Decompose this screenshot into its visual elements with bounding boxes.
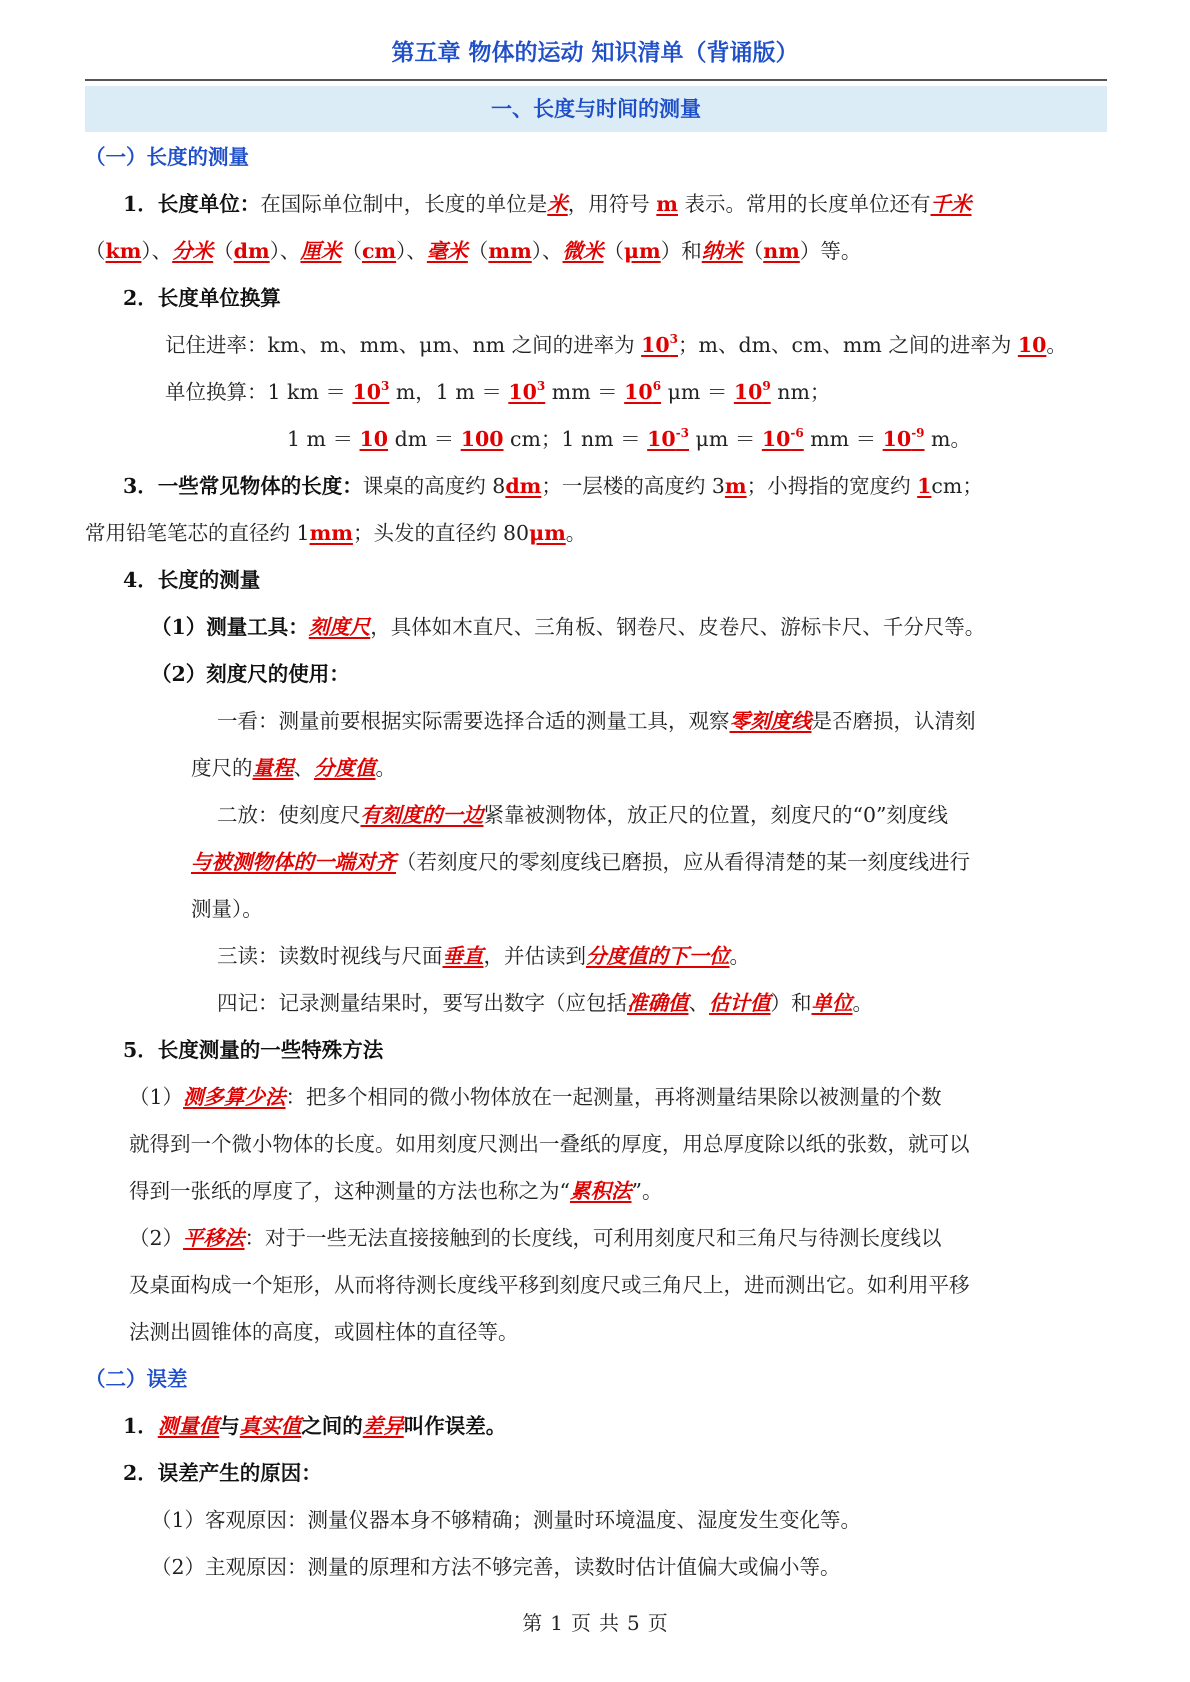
paragraph-common-lengths (85, 463, 1107, 510)
text: 。 (729, 944, 750, 968)
text: 。 (1046, 333, 1067, 357)
text: 。 (375, 756, 396, 780)
value: 10 (761, 427, 791, 451)
text: （ (213, 239, 234, 263)
footer-word: 共 (599, 1611, 619, 1635)
value: 10 (647, 427, 676, 451)
text: （ (742, 239, 764, 263)
paragraph-common-lengths-cont (85, 510, 1107, 557)
measuring-tool-line (85, 604, 1107, 651)
key-term: 10 (359, 427, 389, 451)
text: （1） (129, 1085, 184, 1109)
key-term: 分米 (172, 239, 214, 263)
key-term: 平移法 (183, 1226, 245, 1250)
key-term: 累积法 (569, 1179, 632, 1203)
text: ；头发的直径约 80 (352, 521, 530, 545)
paragraph-length-units-cont (85, 228, 1107, 275)
text: ）、 (141, 239, 173, 263)
key-term: 刻度尺 (308, 615, 371, 639)
exponent: 3 (380, 379, 390, 393)
item-special-methods: 5．长度测量的一些特殊方法 (123, 1038, 384, 1062)
key-term: 真实值 (239, 1414, 302, 1438)
step-look (85, 698, 1107, 745)
key-term (641, 333, 678, 357)
text: （ (341, 239, 362, 263)
paragraph-length-units (85, 181, 1107, 228)
conversion-line-1 (85, 369, 1107, 416)
key-term (352, 380, 389, 404)
key-term: nm (763, 239, 800, 263)
text: （ (85, 239, 106, 263)
text: 课桌的高度约 8 (362, 474, 506, 498)
value: 10 (733, 380, 763, 404)
key-term: 1 (917, 474, 932, 498)
key-term: 10 (1017, 333, 1047, 357)
cause-subjective: （2）主观原因：测量的原理和方法不够完善，读数时估计值偏大或偏小等。 (151, 1555, 841, 1579)
text: 与 (219, 1414, 240, 1438)
value: 10 (352, 380, 381, 404)
value: 10 (882, 427, 912, 451)
key-term: 有刻度的一边 (360, 803, 484, 827)
footer-word: 页 (647, 1611, 668, 1635)
value: 10 (624, 380, 653, 404)
text: ）、 (396, 239, 427, 263)
text: ：把多个相同的微小物体放在一起测量，再将测量结果除以被测量的个数 (285, 1085, 942, 1109)
item-label: （1）测量工具： (151, 615, 309, 639)
section-heading: 一、长度与时间的测量 (85, 86, 1107, 132)
item-error-causes: 2．误差产生的原因： (123, 1461, 322, 1485)
text: 是否磨损，认清刻 (811, 709, 976, 733)
page-footer (0, 1607, 1190, 1636)
text: 度尺的 (191, 756, 253, 780)
key-term: 与被测物体的一端对齐 (191, 850, 396, 874)
text: ；小拇指的宽度约 (746, 474, 918, 498)
text: ；m、dm、cm、mm 之间的进率为 (678, 333, 1018, 357)
key-term: μm (529, 521, 566, 545)
footer-word: 第 (522, 1611, 543, 1635)
key-term: 微米 (562, 239, 604, 263)
step-place (85, 792, 1107, 839)
text: ，具体如木直尺、三角板、钢卷尺、皮卷尺、游标卡尺、千分尺等。 (370, 615, 986, 639)
key-term: dm (233, 239, 270, 263)
key-term: m (724, 474, 747, 498)
value: 10 (641, 333, 670, 357)
text: 。 (565, 521, 587, 545)
text: ）和 (660, 239, 702, 263)
exponent: -6 (790, 426, 804, 440)
text: 记住进率：km、m、mm、μm、nm 之间的进率为 (165, 333, 642, 357)
total-pages: 5 (627, 1611, 640, 1635)
key-term: cm (361, 239, 397, 263)
current-page-number: 1 (550, 1611, 563, 1635)
text: cm；1 nm ＝ (503, 427, 648, 451)
key-term: 厘米 (300, 239, 342, 263)
key-term (762, 427, 804, 451)
text: （2） (129, 1226, 184, 1250)
exponent: -9 (911, 426, 925, 440)
key-term (624, 380, 661, 404)
text: 四记：记录测量结果时，要写出数字（应包括 (217, 991, 627, 1015)
conversion-rate-line (85, 322, 1107, 369)
key-term: 千米 (930, 192, 972, 216)
item-unit-conversion: 2．长度单位换算 (123, 286, 281, 310)
text: mm ＝ (803, 427, 883, 451)
text: 1 m ＝ (287, 427, 360, 451)
text: 一看：测量前要根据实际需要选择合适的测量工具，观察 (217, 709, 730, 733)
method-accumulation-cont: 就得到一个微小物体的长度。如用刻度尺测出一叠纸的厚度，用总厚度除以纸的张数，就可以 (129, 1132, 970, 1156)
method-translation-cont: 及桌面构成一个矩形，从而将待测长度线平移到刻度尺或三角尺上，进而测出它。如利用平移 (129, 1273, 970, 1297)
key-term: 米 (547, 192, 568, 216)
item-label: 3．一些常见物体的长度： (123, 474, 363, 498)
text: cm； (931, 474, 983, 498)
text: （ (603, 239, 625, 263)
step-look-cont (85, 745, 1107, 792)
key-term: 分度值 (314, 756, 376, 780)
key-term: mm (309, 521, 353, 545)
text: ）、 (269, 239, 301, 263)
text: 三读：读数时视线与尺面 (217, 944, 443, 968)
exponent: 9 (762, 379, 771, 393)
ruler-usage-heading: （2）刻度尺的使用： (151, 662, 350, 686)
text: 单位换算：1 km ＝ (165, 380, 353, 404)
text: m。 (924, 427, 971, 451)
text: （ (467, 239, 489, 263)
key-term: 毫米 (426, 239, 468, 263)
error-definition (85, 1403, 1107, 1450)
subsection-length-measurement: （一）长度的测量 (85, 145, 249, 169)
text: 在国际单位制中，长度的单位是 (260, 192, 548, 216)
document-body (85, 134, 1107, 1591)
text: m，1 m ＝ (389, 380, 509, 404)
key-term: 100 (460, 427, 504, 451)
method-translation-cont-2: 法测出圆锥体的高度，或圆柱体的直径等。 (129, 1320, 519, 1344)
text: ，并估读到 (483, 944, 586, 968)
footer-word: 页 (571, 1611, 591, 1635)
exponent: 6 (652, 379, 662, 393)
key-term: 量程 (252, 756, 294, 780)
key-term: 分度值的下一位 (586, 944, 730, 968)
key-term (734, 380, 771, 404)
step-place-cont (85, 839, 1107, 886)
key-term (508, 380, 545, 404)
text: ”。 (631, 1179, 663, 1203)
text: 紧靠被测物体，放正尺的位置，刻度尺的“0”刻度线 (483, 803, 949, 827)
item-label: 1．长度单位： (123, 192, 261, 216)
key-term: 测量值 (157, 1414, 220, 1438)
method-accumulation-cont-2 (85, 1168, 1107, 1215)
key-term (647, 427, 689, 451)
key-term: m (656, 192, 678, 216)
cause-objective: （1）客观原因：测量仪器本身不够精确；测量时环境温度、湿度发生变化等。 (151, 1508, 862, 1532)
text: ）、 (531, 239, 563, 263)
text: 二放：使刻度尺 (217, 803, 361, 827)
text: μm ＝ (689, 427, 762, 451)
text: ，用符号 (567, 192, 657, 216)
text: 、 (688, 991, 709, 1015)
key-term: km (105, 239, 142, 263)
text: （若刻度尺的零刻度线已磨损，应从看得清楚的某一刻度线进行 (396, 850, 970, 874)
document-title: 第五章 物体的运动 知识清单（背诵版） (391, 40, 799, 66)
method-accumulation (85, 1074, 1107, 1121)
text: ：对于一些无法直接接触到的长度线，可利用刻度尺和三角尺与待测长度线以 (244, 1226, 942, 1250)
text: ；一层楼的高度约 3 (541, 474, 725, 498)
text: 。 (852, 991, 873, 1015)
key-term (883, 427, 925, 451)
item-number: 1． (123, 1414, 158, 1438)
text: dm ＝ (388, 427, 461, 451)
text: 之间的 (301, 1414, 363, 1438)
text: ）和 (770, 991, 812, 1015)
conversion-line-2 (85, 416, 1107, 463)
key-term: 纳米 (701, 239, 743, 263)
key-term: 垂直 (442, 944, 484, 968)
text: 、 (293, 756, 314, 780)
exponent: 3 (536, 379, 546, 393)
key-term: mm (488, 239, 532, 263)
key-term: dm (505, 474, 542, 498)
key-term: μm (624, 239, 661, 263)
key-term: 单位 (811, 991, 853, 1015)
text: 表示。常用的长度单位还有 (678, 192, 931, 216)
key-term: 差异 (362, 1414, 404, 1438)
text: 得到一张纸的厚度了，这种测量的方法也称之为“ (129, 1179, 570, 1203)
text: ）等。 (799, 239, 862, 263)
step-read (85, 933, 1107, 980)
subsection-error: （二）误差 (85, 1367, 188, 1391)
method-translation (85, 1215, 1107, 1262)
item-length-measurement: 4．长度的测量 (123, 568, 261, 592)
text: 常用铅笔笔芯的直径约 1 (85, 521, 310, 545)
key-term: 零刻度线 (729, 709, 812, 733)
key-term: 估计值 (709, 991, 771, 1015)
text: 叫作误差。 (403, 1414, 507, 1438)
key-term: 准确值 (627, 991, 689, 1015)
text: μm ＝ (661, 380, 734, 404)
exponent: -3 (675, 426, 690, 440)
title-divider (85, 79, 1107, 81)
step-place-cont-2: 测量）。 (191, 897, 263, 921)
value: 10 (508, 380, 537, 404)
text: mm ＝ (545, 380, 625, 404)
text: nm； (770, 380, 831, 404)
exponent: 3 (669, 332, 679, 346)
step-record (85, 980, 1107, 1027)
key-term: 测多算少法 (183, 1085, 286, 1109)
